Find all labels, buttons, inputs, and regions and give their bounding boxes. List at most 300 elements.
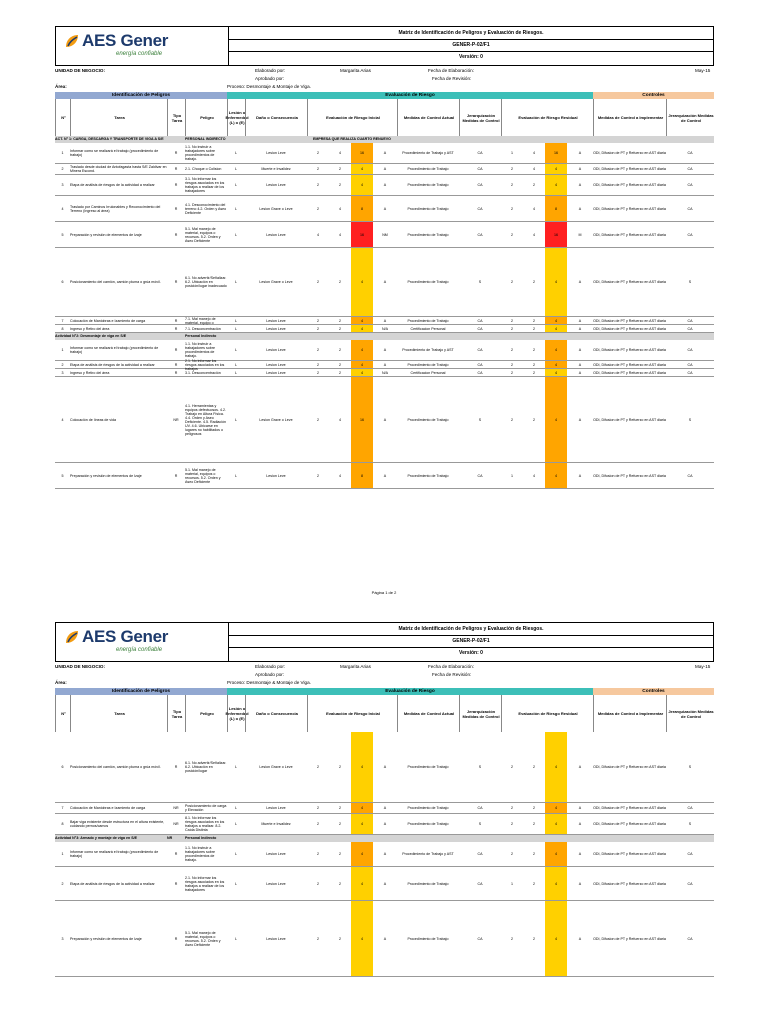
unidad-label: UNIDAD DE NEGOCIO: [55,68,106,73]
row-probabilidad: 2 [317,852,319,856]
row-number: 6 [61,280,64,284]
row-medida-actual: Procedimiento de Trabajo [407,473,449,478]
row-jerarquizacion-residual: CA [687,318,693,323]
row-magnitud: 8 [351,463,373,488]
row-severidad: 2 [339,183,341,187]
row-lesion: L [235,936,237,941]
row-severidad-residual: 4 [533,473,535,478]
table-row [55,842,714,867]
row-magnitud-residual: 4 [545,377,567,462]
fecha-elab-value: May-15 [695,664,711,669]
row-magnitud-residual: 4 [545,803,567,813]
row-magnitud: 4 [351,361,373,368]
row-probabilidad-residual: 2 [511,206,513,211]
row-magnitud: 4 [351,842,373,866]
row-medida-actual: Procedimiento de Trabajo [407,806,449,810]
row-severidad-residual: 2 [533,348,535,352]
col-n: N° [55,99,71,136]
row-clasificacion-residual: A [578,326,582,331]
row-peligro: 5.1. Mal manejo de material, equipos o recursos. 5.2. Orden y Aseo Deficiente [185,226,221,243]
row-probabilidad-residual: 2 [511,806,513,810]
row-magnitud-residual: 4 [545,842,567,866]
row-dano: Lesion Leve [266,370,286,375]
row-lesion: L [235,822,237,826]
row-severidad: 2 [339,852,341,856]
row-clasificacion-residual: A [578,822,582,826]
col-lesion: Lesión o Enfermedad (L) o (E) [227,695,246,732]
row-tarea: Traslado desde ciudad de Antofagasta hasta S/E Zaldivar en Minera Escond. [70,165,167,173]
elaborado-label: Elaborado por: [255,68,286,73]
document-header [55,622,714,662]
row-probabilidad: 2 [317,348,319,352]
row-peligro: 2.1. No informar los riesgos asociados en los trabajos [185,358,225,371]
section-label: Actividad N°2: Desmontaje de viga en S/E [55,334,127,338]
row-tipo: R [174,370,178,375]
row-clasificacion: A [383,362,387,367]
row-medida-actual: Procedimiento de Trabajo [407,318,449,323]
aes-leaf-icon [64,629,80,645]
col-dano: Daño o Consecuencia [245,695,308,732]
row-lesion: L [235,473,237,478]
row-magnitud-residual: 4 [545,463,567,488]
row-magnitud-residual: 16 [545,143,567,163]
row-probabilidad: 2 [317,318,319,323]
row-magnitud: 4 [351,803,373,813]
row-number: 8 [61,822,64,826]
row-peligro: 1.1. No instruir a trabajadores sobre procedimientos de trabajo. [185,342,215,358]
row-dano: Lesion Grave o Leve [259,417,293,422]
row-tipo: R [174,852,178,856]
document-title: Matriz de Identificación de Peligros y Evaluación de Riesgos. [229,27,713,40]
row-lesion: L [235,881,237,886]
row-probabilidad: 2 [317,362,319,367]
row-lesion: L [235,183,237,187]
row-peligro: 1.1. No instruir a trabajadores sobre procedimientos de trabajo. [185,846,215,862]
row-peligro: 6.1. No advertir/Señalizar. 6.2. Ubicación en posición/lugar inadecuado [185,276,227,288]
row-magnitud: 4 [351,248,373,316]
row-severidad-residual: 4 [533,206,535,211]
row-probabilidad-residual: 2 [511,417,513,422]
row-lesion: L [235,326,237,331]
row-jerarquizacion: CA [477,806,483,810]
identificacion-band: Identificación de Peligros [55,92,227,99]
table-row [55,814,714,835]
row-tipo: R [174,151,178,155]
row-medida-implementar: ODI, Difusion de PT y Refuerzo en AST diaria [593,232,666,237]
row-medida-implementar: ODI, Difusion de PT y Refuerzo en AST diaria [593,852,666,856]
row-peligro: 3.1. No informar los riesgos asociados en los trabajos a realizar de los trabajadores [185,177,225,193]
row-probabilidad-residual: 2 [511,936,513,941]
row-severidad-residual: 2 [533,765,535,769]
row-jerarquizacion-residual: CA [687,852,693,856]
row-lesion: L [235,765,237,769]
row-tarea: Colocación de líneas de vida [70,417,116,422]
row-magnitud: 4 [351,164,373,174]
row-magnitud-residual: 4 [545,732,567,802]
row-number: 6 [61,765,64,769]
row-number: 3 [61,183,64,187]
row-severidad-residual: 2 [533,362,535,367]
row-medida-implementar: ODI, Difusion de PT y Refuerzo en AST diaria [593,183,666,187]
section-tipo: Personal Indirecto [185,334,217,338]
row-jerarquizacion: S [478,417,482,422]
row-jerarquizacion-residual: S [688,822,692,826]
row-tarea: Ingreso y Retiro del área [70,370,110,375]
document-version: Versión: 0 [459,54,483,60]
row-medida-implementar: ODI, Difusion de PT y Refuerzo en AST diaria [593,151,666,155]
row-dano: Lesion Grave o Leve [259,206,293,211]
row-lesion: L [235,318,237,323]
fecha-elab-label: Fecha de Elaboración: [428,68,474,73]
col-jerarquizacion: Jerarquización Medidas de Control [459,99,502,136]
row-lesion: L [235,417,237,422]
section-tipo: PERSONAL INDIRECTO [185,137,226,141]
col-riesgo-inicial: Evaluación de Riesgo Inicial [307,99,398,136]
row-severidad-residual: 2 [533,881,535,886]
row-severidad-residual: 2 [533,417,535,422]
aes-leaf-icon [64,33,80,49]
col-n: N° [55,695,71,732]
row-magnitud-residual: 4 [545,317,567,324]
row-dano: Lesion Leve [266,232,286,237]
row-severidad: 2 [339,806,341,810]
row-magnitud-residual: 8 [545,196,567,221]
table-row [55,803,714,814]
row-dano: Lesion Leve [266,151,286,155]
document-info [55,662,714,688]
table-row [55,175,714,196]
col-riesgo-residual: Evaluación de Riesgo Residual [501,99,594,136]
row-medida-implementar: ODI, Difusion de PT y Refuerzo en AST diaria [593,936,666,941]
row-magnitud-residual: 4 [545,867,567,900]
row-magnitud: 4 [351,369,373,376]
row-tarea: Preparación y revisión de elementos de Izaje [70,232,142,237]
col-jerarquizacion-2: Jerarquización Medidas de Control [666,695,715,732]
fecha-elab-label: Fecha de Elaboración: [428,664,474,669]
row-probabilidad-residual: 2 [511,852,513,856]
row-clasificacion: A [383,151,387,155]
row-jerarquizacion-residual: CA [687,348,693,352]
row-jerarquizacion: CA [477,852,483,856]
row-severidad-residual: 4 [533,151,535,155]
row-medida-actual: Procedimiento de Trabajo [407,232,449,237]
row-dano: Lesion Leve [266,852,286,856]
table-row [55,901,714,977]
row-number: 4 [61,417,64,422]
row-severidad-residual: 2 [533,806,535,810]
elaborado-value: Margarita Arias [340,68,371,73]
row-probabilidad-residual: 2 [511,370,513,375]
row-probabilidad-residual: 2 [511,326,513,331]
row-peligro: 7.1. Desconcentración [185,326,221,331]
row-number: 2 [61,362,64,367]
row-tarea: Preparación y revisión de elementos de Izaje [70,473,142,478]
row-jerarquizacion-residual: S [688,765,692,769]
row-clasificacion: A [383,280,387,284]
row-jerarquizacion: S [478,280,482,284]
row-tarea: Informar como se realizará el trabajo (procedimiento de trabajo) [70,850,159,858]
row-jerarquizacion-residual: CA [687,183,693,187]
row-jerarquizacion: CA [477,473,483,478]
table-row [55,164,714,175]
document-version: Versión: 0 [459,650,483,656]
row-medida-actual: Procedimiento de Trabajo [407,362,449,367]
row-jerarquizacion: CA [477,370,483,375]
row-severidad: 2 [339,881,341,886]
row-clasificacion: A [383,852,387,856]
row-severidad-residual: 2 [533,852,535,856]
row-number: 1 [61,348,64,352]
evaluacion-band: Evaluación de Riesgo [227,688,593,695]
row-jerarquizacion: CA [477,326,483,331]
table-row [55,196,714,222]
row-peligro: 8.1. No informar los riesgos asociados en los trabajos a realizar. 8.2. Caída Distinta [185,816,225,832]
row-medida-actual: Procedimiento de Trabajo y AST [402,151,454,155]
row-probabilidad-residual: 2 [511,318,513,323]
row-magnitud: 4 [351,325,373,332]
row-magnitud: 8 [351,196,373,221]
row-probabilidad-residual: 2 [511,348,513,352]
row-clasificacion-residual: A [578,852,582,856]
row-lesion: L [235,232,237,237]
table-header [55,92,714,136]
row-medida-implementar: ODI, Difusion de PT y Refuerzo en AST diaria [593,167,666,171]
row-jerarquizacion-residual: CA [687,806,693,810]
company-logo [56,27,229,65]
row-tipo: R [174,881,178,886]
row-probabilidad: 2 [317,167,319,171]
row-jerarquizacion-residual: CA [687,370,693,375]
row-clasificacion: A [383,417,387,422]
col-tarea: Tarea [70,695,168,732]
unidad-label: UNIDAD DE NEGOCIO: [55,664,106,669]
row-probabilidad: 2 [317,822,319,826]
evaluacion-band: Evaluación de Riesgo [227,92,593,99]
row-clasificacion: A [383,167,387,171]
row-clasificacion: A [383,822,387,826]
row-jerarquizacion: CA [477,151,483,155]
section-label: ACT. N° 1: CARGA, DESCARGA Y TRANSPORTE DE VIGA A S/E [55,137,164,141]
row-tarea: Bajar viga existente desde estructura en el altura existente, cuidando pernos/camos [70,820,165,828]
table-row [55,317,714,325]
row-peligro: 5.1. Mal manejo de material, equipos o recursos. 5.2. Orden y Aseo Deficiente [185,467,221,484]
row-jerarquizacion: S [478,822,482,826]
row-magnitud-residual: 4 [545,325,567,332]
identificacion-band: Identificación de Peligros [55,688,227,695]
row-magnitud-residual: 4 [545,814,567,834]
row-probabilidad-residual: 2 [511,822,513,826]
table-row [55,222,714,248]
row-clasificacion-residual: A [578,206,582,211]
row-severidad: 2 [339,362,341,367]
row-clasificacion-residual: A [578,473,582,478]
row-tarea: Colocación de Maniobras e Izamiento de carga [70,806,146,810]
row-severidad-residual: 2 [533,936,535,941]
row-number: 1 [61,852,64,856]
row-clasificacion-residual: A [578,765,582,769]
area-label: Área: [55,84,67,89]
row-lesion: L [235,167,237,171]
section-extra: NR [167,836,173,840]
row-dano: Lesion Grave o Leve [259,765,293,769]
row-severidad-residual: 2 [533,183,535,187]
row-probabilidad-residual: 2 [511,183,513,187]
row-magnitud: 4 [351,732,373,802]
row-clasificacion-residual: A [578,183,582,187]
row-medida-actual: Certificacion Personal [410,370,446,375]
fecha-rev-label: Fecha de Revisión: [432,76,472,81]
row-probabilidad: 2 [317,151,319,155]
row-probabilidad-residual: 2 [511,167,513,171]
row-clasificacion: A [383,348,387,352]
row-tarea: Informar como se realizará el trabajo (procedimiento de trabajo) [70,346,159,354]
table-row [55,867,714,901]
row-lesion: L [235,206,237,211]
row-medida-actual: Procedimiento de Trabajo [407,183,449,187]
row-medida-implementar: ODI, Difusion de PT y Refuerzo en AST diaria [593,765,666,769]
row-peligro: 7.1. Mal manejo de material, equipo o [185,316,216,325]
row-tipo: R [174,280,178,284]
row-clasificacion-residual: A [578,806,582,810]
row-clasificacion-residual: M [578,232,582,237]
row-medida-actual: Procedimiento de Trabajo [407,765,449,769]
row-clasificacion-residual: A [578,348,582,352]
row-number: 2 [61,167,64,171]
row-lesion: L [235,362,237,367]
brand-tagline: energía confiable [116,647,163,653]
row-medida-implementar: ODI, Difusion de PT y Refuerzo en AST diaria [593,806,666,810]
document-info [55,66,714,92]
aprobado-label: Aprobado por: [255,76,285,81]
row-probabilidad-residual: 2 [511,765,513,769]
row-clasificacion: A [383,765,387,769]
row-lesion: L [235,852,237,856]
row-magnitud: 4 [351,340,373,360]
row-dano: Lesion Leve [266,326,286,331]
row-jerarquizacion: CA [477,881,483,886]
row-tipo: R [174,206,178,211]
row-peligro: 5.1. Mal manejo de material, equipos o recursos. 5.2. Orden y Aseo Deficiente [185,930,221,947]
row-magnitud: 4 [351,901,373,976]
row-jerarquizacion: S [478,765,482,769]
col-medidas-implementar: Medidas de Control a Implementar [593,99,667,136]
row-clasificacion-residual: A [578,280,582,284]
row-medida-implementar: ODI, Difusion de PT y Refuerzo en AST diaria [593,370,666,375]
row-magnitud-residual: 4 [545,164,567,174]
row-severidad: 4 [339,473,341,478]
row-peligro: Posicionamiento de carga y Elevación [185,804,227,812]
row-severidad: 2 [339,370,341,375]
row-probabilidad-residual: 2 [511,232,513,237]
page-2 [55,622,714,977]
row-peligro: 6.1. No advertir/Señalizar. 6.2. Ubicación en posición/lugar [185,761,227,773]
section-note: EMPRESA QUE REALIZA CUARTO RENUEVO [313,137,391,141]
table-row [55,463,714,489]
table-row [55,732,714,803]
row-magnitud-residual: 4 [545,361,567,368]
row-jerarquizacion-residual: S [688,417,692,422]
row-tarea: Etapa de análisis de riesgos de la actividad a realizar [70,881,155,886]
row-probabilidad: 2 [317,206,319,211]
row-magnitud: 4 [351,175,373,195]
row-severidad: 2 [339,348,341,352]
row-dano: Lesion Leve [266,348,286,352]
row-tipo: R [174,936,178,941]
elaborado-label: Elaborado por: [255,664,286,669]
row-peligro: 2.1. Choque o Colision [185,167,222,171]
row-lesion: L [235,806,237,810]
area-label: Área: [55,680,67,685]
brand-name: AES Gener [82,31,169,50]
row-magnitud: 16 [351,222,373,247]
row-probabilidad: 2 [317,806,319,810]
row-jerarquizacion: CA [477,348,483,352]
row-peligro: 1.1. No instruir a trabajadores sobre procedimientos de trabajo. [185,145,215,161]
row-number: 7 [61,806,64,810]
row-tipo: R [174,473,178,478]
row-medida-implementar: ODI, Difusion de PT y Refuerzo en AST diaria [593,362,666,367]
row-tarea: Etapa de análisis de riesgos de la actividad a realizar [70,362,155,367]
row-probabilidad: 2 [317,326,319,331]
row-severidad-residual: 2 [533,280,535,284]
section-1 [55,136,714,143]
row-magnitud-residual: 4 [545,248,567,316]
row-jerarquizacion-residual: CA [687,362,693,367]
row-clasificacion-residual: A [578,151,582,155]
row-tipo: R [174,167,178,171]
section-3 [55,835,714,842]
row-number: 4 [61,206,64,211]
row-medida-actual: Procedimiento de Trabajo [407,167,449,171]
table-row [55,369,714,377]
row-dano: Lesion Leve [266,881,286,886]
table-row [55,340,714,361]
row-tipo: NR [173,806,179,810]
row-peligro: 3.1. Desconcentración [185,370,221,375]
row-tarea: Traslado por Caminos Irrulonables y Reconocimiento del Terreno (Ingreso al área) [70,204,161,213]
row-medida-implementar: ODI, Difusion de PT y Refuerzo en AST diaria [593,473,666,478]
col-peligro: Peligro [185,99,228,136]
col-tipo: Tipo Tarea [167,695,186,732]
elaborado-value: Margarita Arias [340,664,371,669]
controles-band: Controles [593,92,714,99]
row-magnitud: 16 [351,143,373,163]
row-medida-actual: Procedimiento de Trabajo [407,822,449,826]
row-jerarquizacion-residual: CA [687,473,693,478]
row-medida-implementar: ODI, Difusion de PT y Refuerzo en AST diaria [593,326,666,331]
row-jerarquizacion: CA [477,318,483,323]
row-jerarquizacion: CA [477,206,483,211]
row-tipo: NR [173,417,179,422]
row-clasificacion: A [383,206,387,211]
row-severidad: 2 [339,326,341,331]
row-jerarquizacion-residual: CA [687,167,693,171]
rows-section-1 [55,143,714,333]
row-severidad: 4 [339,206,341,211]
row-peligro: 4.1. Herramientas y equipos defectuosos. 4.2. Trabajo en Altura Física. 4.4. Orden y Aseo Deficiente. 4.5. Radiación UV. 4.6. Ubicarse en lugares no habilitados o peligrosos [185,403,226,436]
row-clasificacion: A [383,806,387,810]
row-tipo: R [174,318,178,323]
row-number: 3 [61,370,64,375]
brand-name: AES Gener [82,627,169,646]
document-header [55,26,714,66]
row-jerarquizacion: CA [477,232,483,237]
row-tarea: Posicionamiento del camión, camión pluma o grúa móvil. [70,280,161,284]
row-lesion: L [235,348,237,352]
row-magnitud-residual: 4 [545,901,567,976]
document-code: GENER-P-02/F1 [229,635,713,648]
row-medida-implementar: ODI, Difusion de PT y Refuerzo en AST diaria [593,280,666,284]
